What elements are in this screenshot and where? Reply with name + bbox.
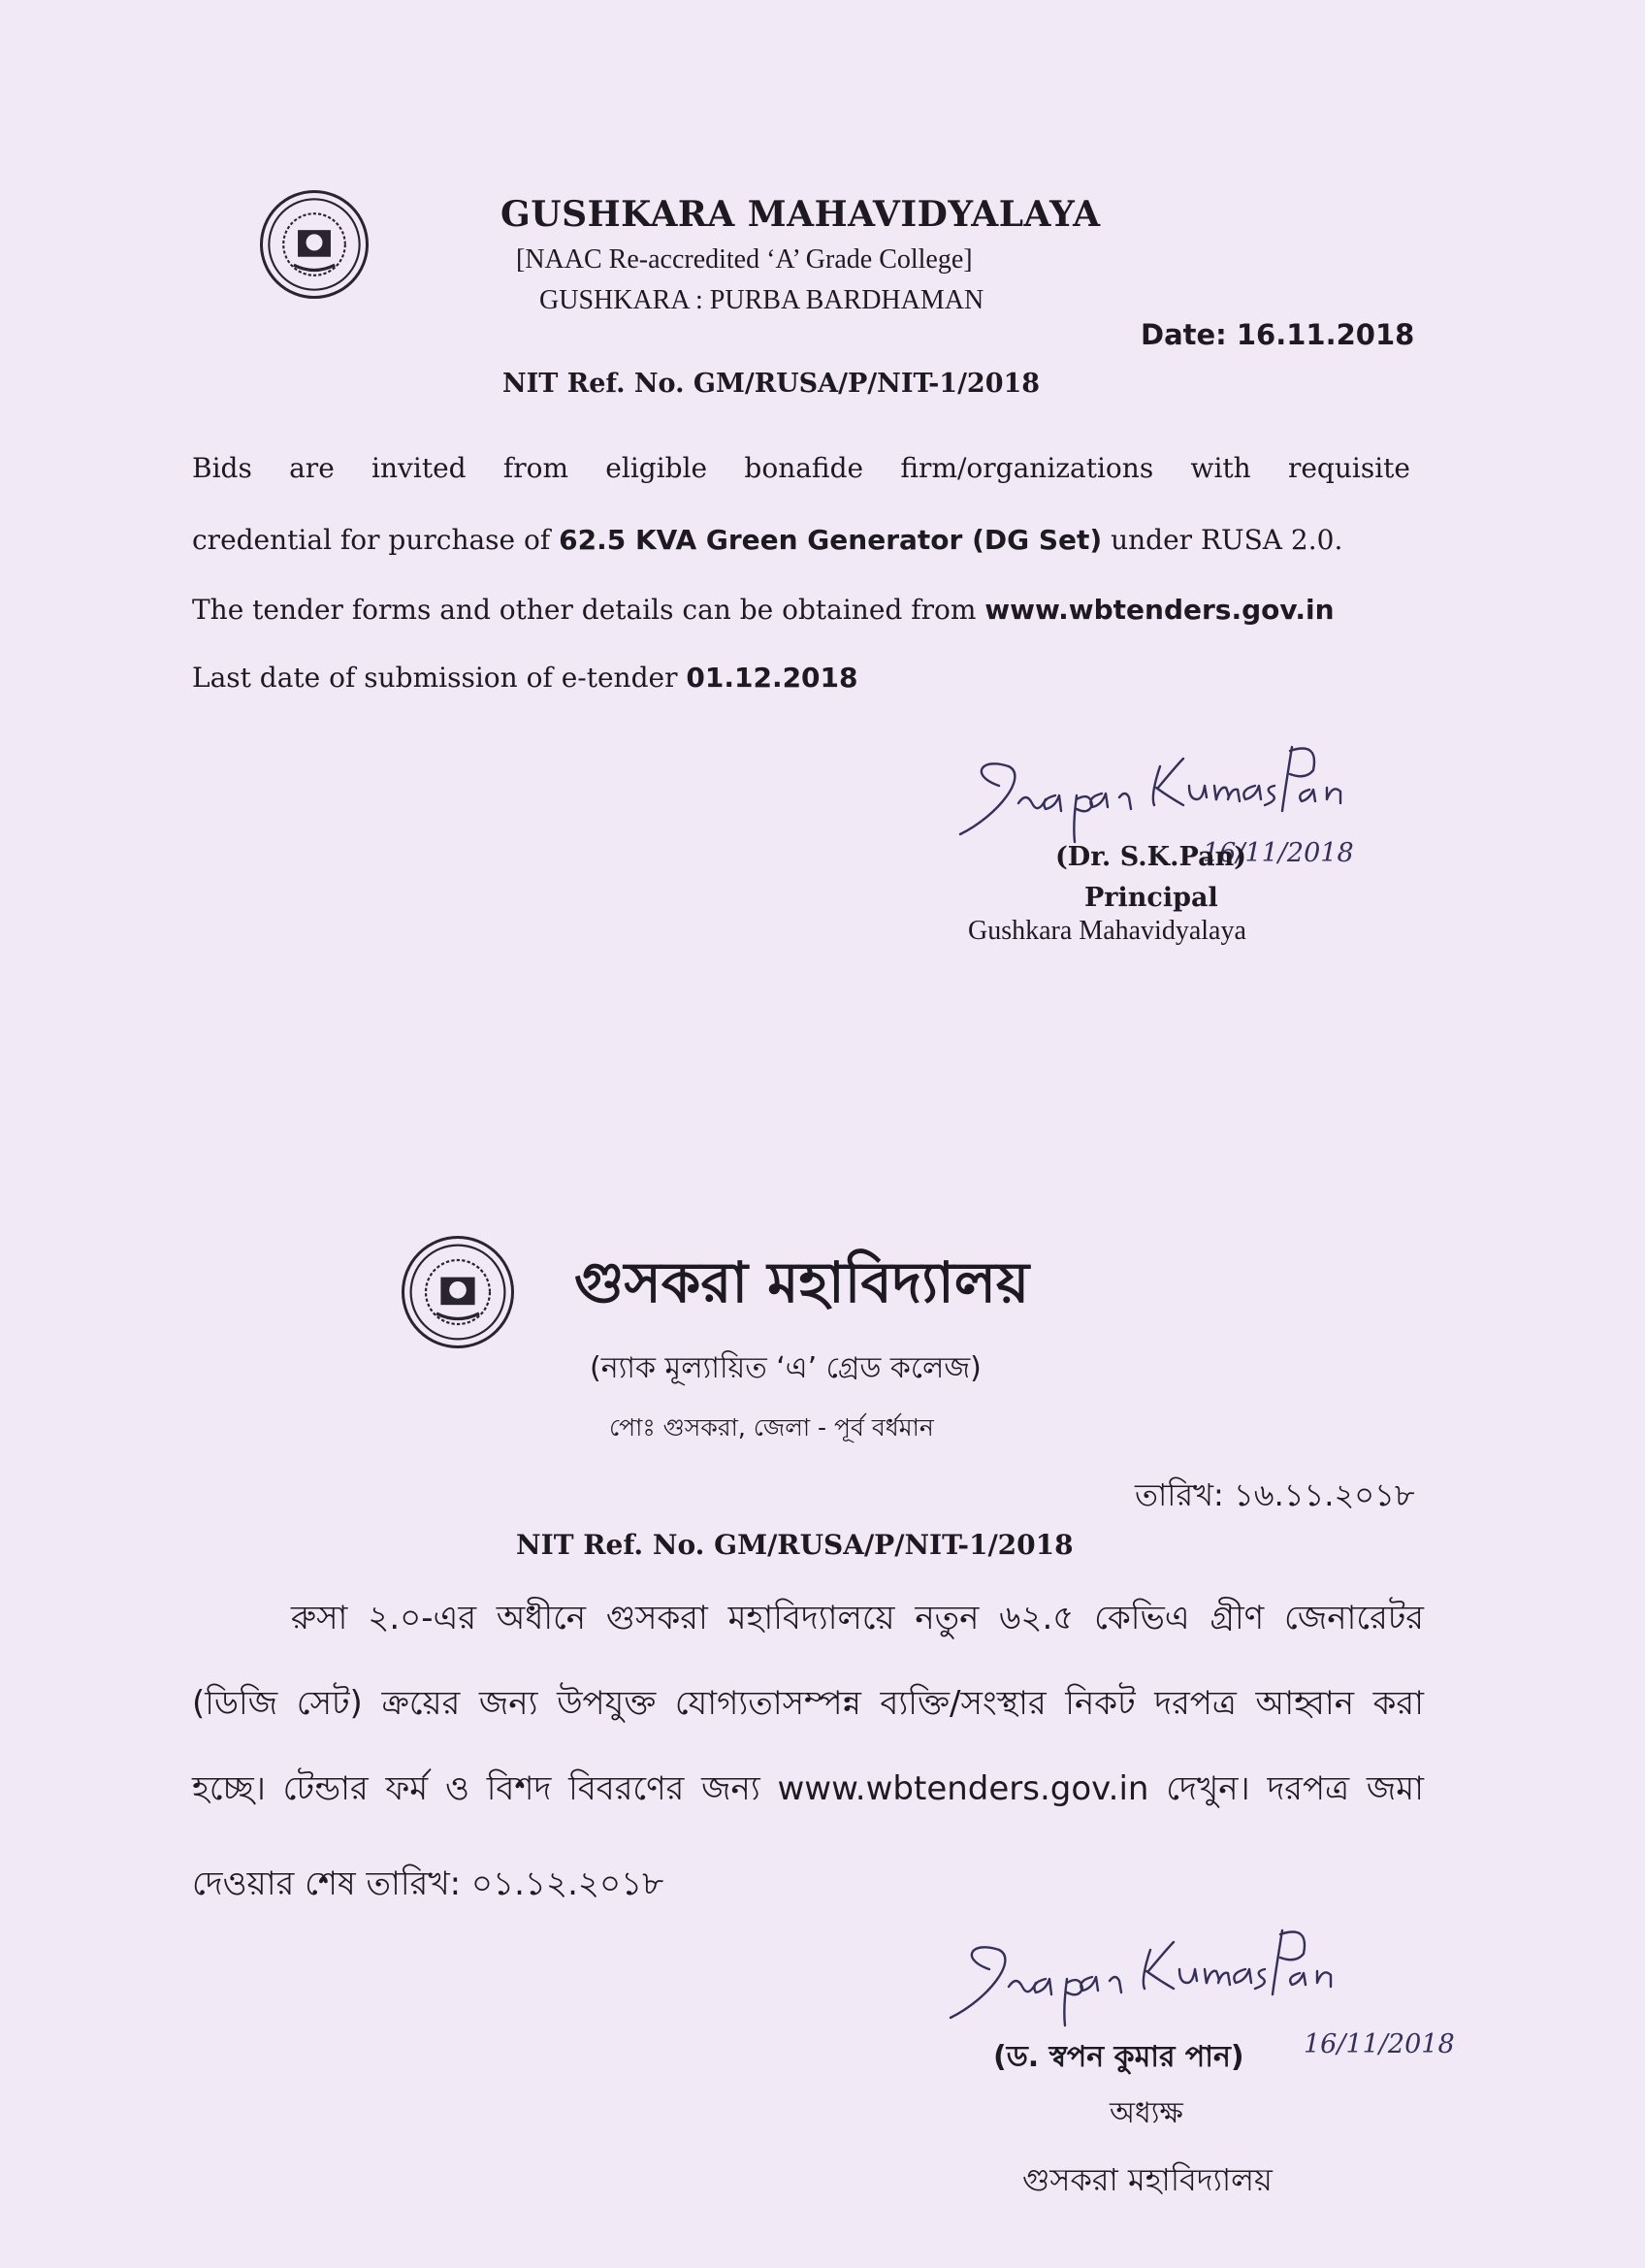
para-line-1-en: Bids are invited from eligible bonafide firm/organizations with requisite <box>192 452 1410 484</box>
designation-bn: অধ্যক্ষ <box>1110 2096 1183 2130</box>
para-line-4-en <box>192 662 858 694</box>
address-en: GUSHKARA : PURBA BARDHAMAN <box>539 285 984 315</box>
para-text: under RUSA 2.0. <box>1102 524 1343 556</box>
para-text: credential for purchase of <box>192 524 560 556</box>
college-name-en: GUSHKARA MAHAVIDYALAYA <box>500 194 1101 235</box>
signature-en <box>941 728 1348 854</box>
signatory-en: (Dr. S.K.Pan) <box>1055 842 1247 872</box>
handwritten-date-en: 16/11/2018 <box>1203 838 1354 868</box>
para-line-2-bn: (ডিজি সেট) ক্রয়ের জন্য উপযুক্ত যোগ্যতাসম্পন্ন ব্যক্তি/সংস্থার নিকট দরপত্র আহ্বান করা <box>192 1684 1424 1723</box>
handwritten-date-bn: 16/11/2018 <box>1304 2029 1455 2059</box>
last-date: 01.12.2018 <box>686 662 858 694</box>
date-en: Date: 16.11.2018 <box>1141 318 1415 351</box>
para-line-1-bn: রুসা ২.০-এর অধীনে গুসকরা মহাবিদ্যালয়ে নতুন ৬২.৫ কেভিএ গ্রীণ জেনারেটর <box>291 1599 1424 1637</box>
designation-en: Principal <box>1084 883 1218 913</box>
address-bn: পোঃ গুসকরা, জেলা - পূর্ব বর্ধমান <box>609 1413 934 1442</box>
para-line-2-en <box>192 524 1342 556</box>
product-name: 62.5 KVA Green Generator (DG Set) <box>559 524 1103 556</box>
institution-bn: গুসকরা মহাবিদ্যালয় <box>1022 2161 1273 2198</box>
para-line-3-en <box>192 594 1335 626</box>
institution-en: Gushkara Mahavidyalaya <box>968 916 1246 946</box>
para-text: Last date of submission of e-tender <box>192 662 687 694</box>
accreditation-bn: (ন্যাক মূল্যায়িত ‘এ’ গ্রেড কলেজ) <box>590 1351 982 1385</box>
college-name-bn: গুসকরা মহাবিদ্যালয় <box>574 1249 1030 1315</box>
date-bn: তারিখ: ১৬.১১.২০১৮ <box>1135 1476 1415 1513</box>
nit-ref-en: NIT Ref. No. GM/RUSA/P/NIT-1/2018 <box>502 369 1041 399</box>
para-line-4-bn: দেওয়ার শেষ তারিখ: ০১.১২.২০১৮ <box>192 1864 664 1903</box>
signatory-bn: (ড. স্বপন কুমার পান) <box>993 2040 1244 2074</box>
college-seal-icon <box>260 190 369 299</box>
para-text: The tender forms and other details can be obtained from <box>192 594 985 626</box>
college-seal-bn-icon <box>402 1236 514 1348</box>
nit-ref-bn: NIT Ref. No. GM/RUSA/P/NIT-1/2018 <box>516 1529 1074 1561</box>
signature-bn <box>931 1911 1339 2037</box>
accreditation-en: [NAAC Re-accredited ‘A’ Grade College] <box>516 244 973 275</box>
tender-website: www.wbtenders.gov.in <box>984 594 1335 626</box>
para-line-3-bn: হচ্ছে। টেন্ডার ফর্ম ও বিশদ বিবরণের জন্য www.wbtenders.gov.in দেখুন। দরপত্র জমা <box>192 1769 1424 1808</box>
